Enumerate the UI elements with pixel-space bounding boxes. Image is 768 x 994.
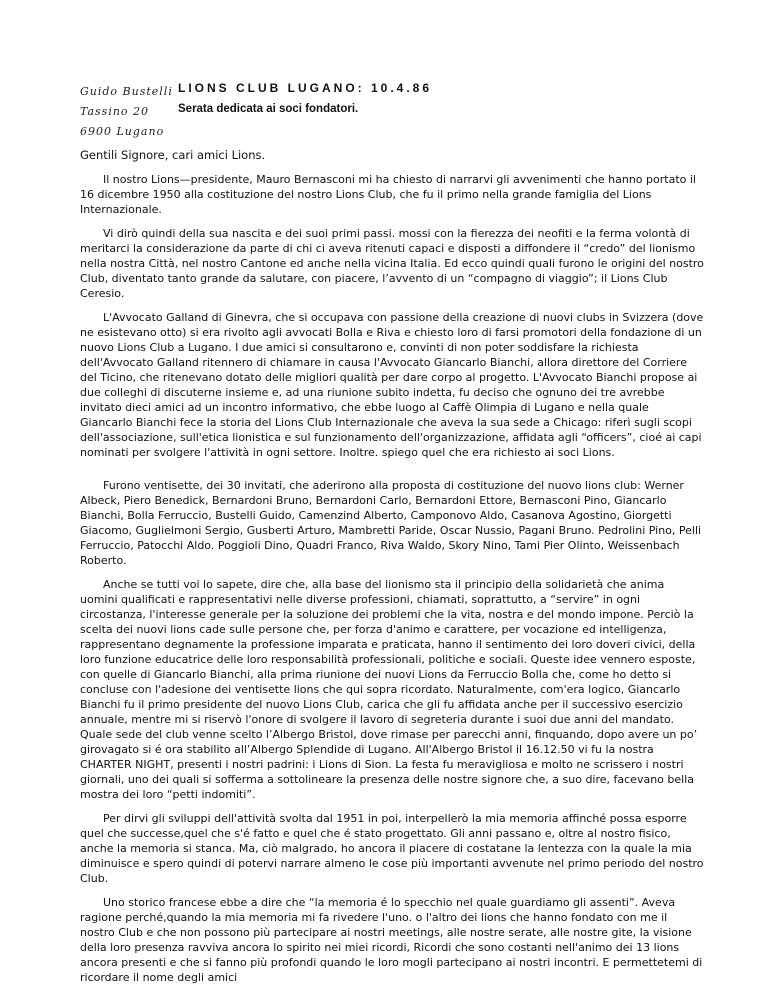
paragraph: Per dirvi gli sviluppi dell'attività svolta dal 1951 in poi, interpellerò la mia memoria affinché possa esporre quel che successe,quel che s'é fatto e quel che é stato progettato. Gli anni passano e, oltre al nostro fisico, anche la memoria si stanca. Ma, ciò malgrado, ho ancora il piacere di costatane la lentezza con la quale la mia diminuisce e spero quindi di potervi narrare almeno le cose più importanti avvenute nel primo periodo del nostro Club.: [80, 812, 704, 885]
sender-address: [80, 82, 180, 142]
sender-street: Tassino 20: [80, 105, 150, 118]
paragraph: L'Avvocato Galland di Ginevra, che si occupava con passione della creazione di nuovi clubs in Svizzera (dove ne esistevano otto) si era rivolto agli avvocati Bolla e Riva e chiesto loro di farsi promotori della fondazione di un nuovo Lions Club a Lugano. I due amici si consultarono e, convinti di non poter soddisfare la richiesta dell'Avvocato Galland ritennero di chiamare in causa l'Avvocato Giancarlo Bianchi, allora direttore del Corriere del Ticino, che ritenevano dotato delle migliori qualità per dare corpo al progetto. L'Avvocato Bianchi propose ai due colleghi di discuterne insieme e, ad una riunione subito indetta, fu deciso che ognuno dei tre avrebbe invitato dieci amici ad un incontro informativo, che ebbe luogo al Caffè Olimpia di Lugano e nella quale Giancarlo Bianchi fece la storia del Lions Club Internazionale che aveva la sua sede a Chicago: riferì sugli scopi dell'associazione, sull'etica lionistica e sul funzionamento dell'organizzazione, affidata agli “officers”, cioé ai capi nominati per svolgere l'attività in ogni settore. Inoltre. spiego quel che era richiesto ai soci Lions.: [80, 311, 704, 459]
sender-name: Guido Bustelli: [80, 85, 173, 98]
paragraph: Furono ventisette, dei 30 invitati, che aderirono alla proposta di costituzione del nuovo lions club: Werner Albeck, Piero Benedick, Bernardoni Bruno, Bernardoni Carlo, Bernardoni Ettore, Bernasconi Pino, Giancarlo Bianchi, Bolla Ferruccio, Bustelli Guido, Camenzind Alberto, Camponovo Aldo, Casanova Agostino, Giorgetti Giacomo, Guglielmoni Sergio, Gusberti Arturo, Mambretti Paride, Oscar Nussio, Pagani Bruno. Pedrolini Pino, Pelli Ferruccio, Patocchi Aldo. Poggioli Dino, Quadri Franco, Riva Waldo, Skory Nino, Tami Pier Olinto, Weissenbach Roberto.: [80, 479, 702, 567]
club-title: LIONS CLUB LUGANO: 10.4.86: [178, 81, 433, 95]
event-subtitle: Serata dedicata ai soci fondatori.: [178, 103, 359, 115]
paragraph: Uno storico francese ebbe a dire che “la memoria é lo specchio nel quale guardiamo gli assenti”. Aveva ragione perché,quando la mia memoria mi fa rivedere l'uno. o l'altro dei lions che hanno fondato con me il nostro Club e che non possono più partecipare ai nostri meetings, alle nostre serate, alle nostre gite, la visione della loro presenza ravviva ancora lo spirito nei miei ricordi, Ricordi che sono costanti nell'animo dei 13 lions ancora presenti e che si fanno più profondi quando le loro mogli partecipano ai nostri incontri. E permettetemi di ricordare il nome degli amici: [80, 896, 703, 984]
paragraph: Anche se tutti voi lo sapete, dire che, alla base del lionismo sta il principio della solidarietà che anima uomini qualificati e rappresentativi nelle diverse professioni, chiamati, soprattutto, a “servire” in ogni circostanza, l'interesse generale per la soluzione dei problemi che la vita, nostra e del mondo impone. Perciò la scelta dei nuovi lions cade sulle persone che, per forza d'animo e carattere, per vocazione ed intelligenza, rappresentano degnamente la professione imparata e praticata, hanno il sentimento dei loro doveri civici, della loro funzione educatrice delle loro responsabilità professionali, politiche e sociali. Queste idee vennero esposte, con quelle di Giancarlo Bianchi, alla prima riunione dei nuovi Lions da Ferruccio Bolla che, come ho detto si concluse con l'adesione dei ventisette lions che qui sopra ricordato. Naturalmente, com'era logico, Giancarlo Bianchi fu il primo presidente del nuovo Lions Club, carica che gli fu affidata anche per il successivo esercizio annuale, mentre mi si riservò l'onore di svolgere il lavoro di segreteria durante i suoi due anni del mandato. Quale sede del club venne scelto l’Albergo Bristol, dove rimase per parecchi anni, finquando, dopo avere un po’ girovagato si é ora stabilito all’Albergo Splendide di Lugano. All'Albergo Bristol il 16.12.50 vi fu la nostra CHARTER NIGHT, presenti i nostri padrini: i Lions di Sion. La festa fu meravigliosa e molto ne scrissero i nostri giornali, uno dei quali si sofferma a sottolineare la presenza delle nostre signore che, a suo dire, facevano bella mostra dei loro “petti indomiti”.: [80, 578, 698, 801]
greeting: Gentili Signore, cari amici Lions.: [80, 148, 266, 162]
paragraph: Vi dirò quindi della sua nascita e dei suoi primi passi. mossi con la fierezza dei neofiti e la ferma volontà di meritarci la considerazione da parte di chi ci aveva ritenuti capaci e disposti a diffondere il “credo” del lionismo nella nostra Città, nel nostro Cantone ed anche nella vicina Italia. Ed ecco quindi quali furono le origini del nostro Club, diventato tanto grande da salutare, con piacere, l’avvento di un “compagno di viaggio”; il Lions Club Ceresio.: [80, 227, 704, 300]
letter-body: [80, 148, 704, 994]
paragraph: Il nostro Lions—presidente, Mauro Bernasconi mi ha chiesto di narrarvi gli avvenimenti che hanno portato il 16 dicembre 1950 alla costituzione del nostro Lions Club, che fu il primo nella grande famiglia del Lions Internazionale.: [80, 173, 696, 216]
sender-city: 6900 Lugano: [80, 125, 165, 138]
letter-heading: [178, 80, 738, 117]
